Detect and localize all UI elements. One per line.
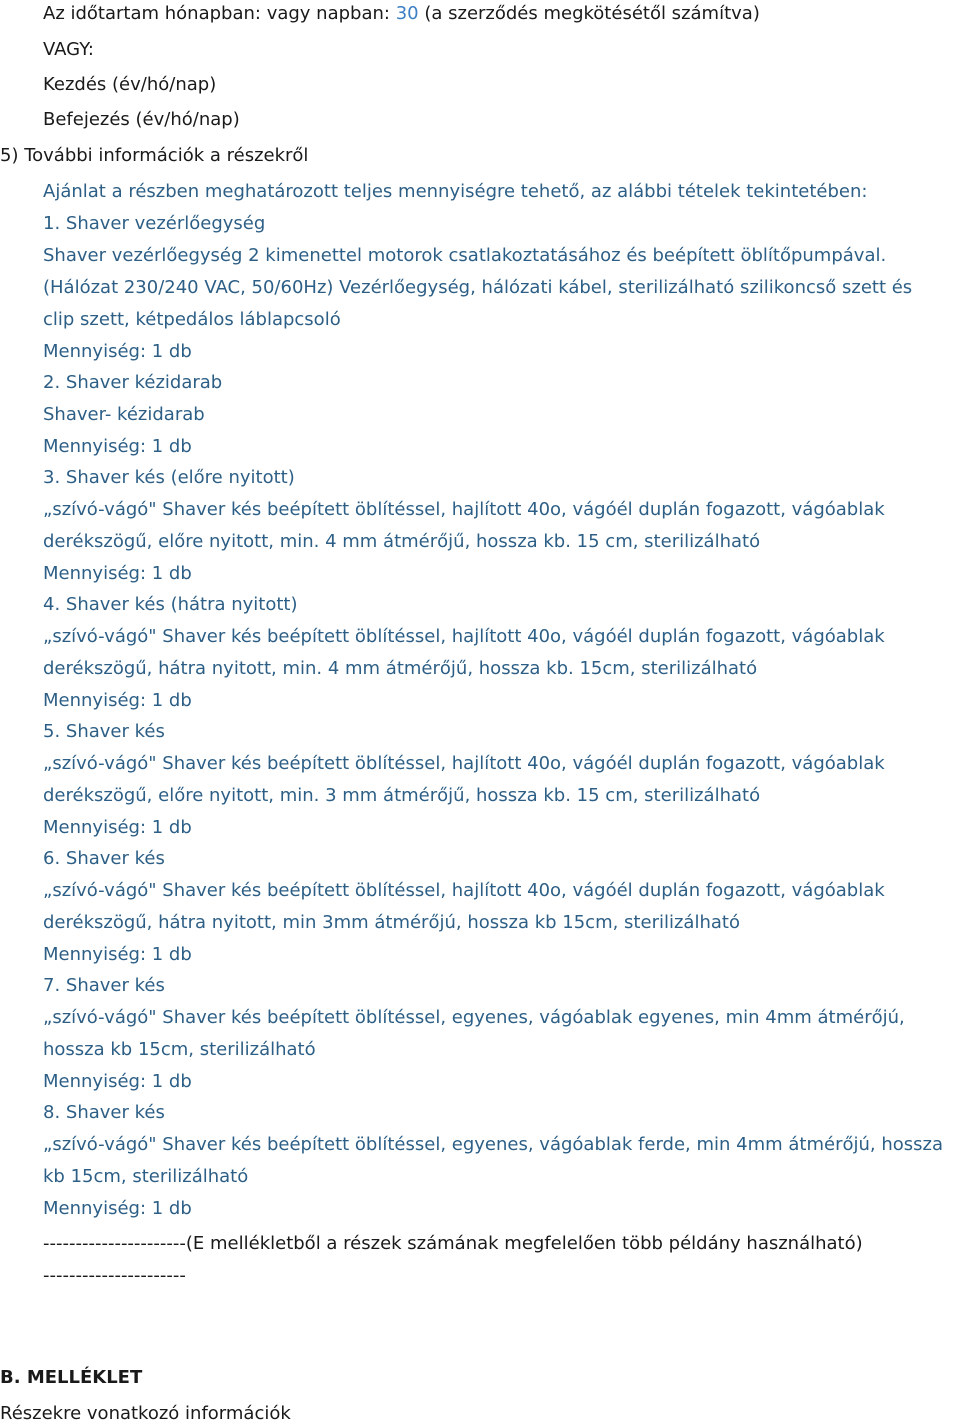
annex-title: B. MELLÉKLET (0, 1367, 143, 1388)
item7-title: 7. Shaver kés (43, 975, 165, 996)
item5-desc-line1: „szívó-vágó" Shaver kés beépített öblítéssel, hajlított 40o, vágóél duplán fogazott, vágóablak (43, 753, 885, 774)
annex-usage-note-line1: ----------------------(E mellékletből a részek számának megfelelően több példány használható) (43, 1233, 863, 1254)
item4-desc-line2: derékszögű, hátra nyitott, min. 4 mm átmérőjű, hossza kb. 15cm, sterilizálható (43, 658, 758, 679)
item8-quantity: Mennyiség: 1 db (43, 1198, 192, 1219)
item4-title: 4. Shaver kés (hátra nyitott) (43, 594, 298, 615)
item4-quantity: Mennyiség: 1 db (43, 690, 192, 711)
item2-quantity: Mennyiség: 1 db (43, 436, 192, 457)
item4-desc-line1: „szívó-vágó" Shaver kés beépített öblítéssel, hajlított 40o, vágóél duplán fogazott, vágóablak (43, 626, 885, 647)
item1-quantity: Mennyiség: 1 db (43, 341, 192, 362)
item7-desc-line1: „szívó-vágó" Shaver kés beépített öblítéssel, egyenes, vágóablak egyenes, min 4mm átmérőjú, (43, 1007, 905, 1028)
item8-desc-line1: „szívó-vágó" Shaver kés beépített öblítéssel, egyenes, vágóablak ferde, min 4mm átmérőjú, hossza (43, 1134, 944, 1155)
annex-subtitle: Részekre vonatkozó információk (0, 1403, 291, 1424)
item6-desc-line2: derékszögű, hátra nyitott, min 3mm átmérőjú, hossza kb 15cm, sterilizálható (43, 912, 740, 933)
item3-desc-line1: „szívó-vágó" Shaver kés beépített öblítéssel, hajlított 40o, vágóél duplán fogazott, vágóablak (43, 499, 885, 520)
item5-desc-line2: derékszögű, előre nyitott, min. 3 mm átmérőjű, hossza kb. 15 cm, sterilizálható (43, 785, 761, 806)
item1-desc-line3: clip szett, kétpedálos láblapcsoló (43, 309, 341, 330)
item8-desc-line2: kb 15cm, sterilizálható (43, 1166, 249, 1187)
item3-desc-line2: derékszögű, előre nyitott, min. 4 mm átmérőjű, hossza kb. 15 cm, sterilizálható (43, 531, 761, 552)
item8-title: 8. Shaver kés (43, 1102, 165, 1123)
end-date-label: Befejezés (év/hó/nap) (43, 109, 240, 130)
item3-title: 3. Shaver kés (előre nyitott) (43, 467, 295, 488)
item6-quantity: Mennyiség: 1 db (43, 944, 192, 965)
or-label: VAGY: (43, 39, 94, 60)
item7-quantity: Mennyiség: 1 db (43, 1071, 192, 1092)
section5-title: 5) További információk a részekről (0, 145, 309, 166)
duration-label: Az időtartam hónapban: vagy napban: (43, 3, 390, 24)
item7-desc-line2: hossza kb 15cm, sterilizálható (43, 1039, 316, 1060)
item2-desc-line1: Shaver- kézidarab (43, 404, 205, 425)
item6-title: 6. Shaver kés (43, 848, 165, 869)
item3-quantity: Mennyiség: 1 db (43, 563, 192, 584)
annex-usage-note-line2: ---------------------- (43, 1265, 186, 1286)
intro-text: Ajánlat a részben meghatározott teljes mennyiségre tehető, az alábbi tételek tekintetében: (43, 181, 868, 202)
item2-title: 2. Shaver kézidarab (43, 372, 223, 393)
item5-quantity: Mennyiség: 1 db (43, 817, 192, 838)
item5-title: 5. Shaver kés (43, 721, 165, 742)
start-date-label: Kezdés (év/hó/nap) (43, 74, 217, 95)
item1-desc-line1: Shaver vezérlőegység 2 kimenettel motorok csatlakoztatásához és beépített öblítőpumpával. (43, 245, 887, 266)
duration-line (43, 3, 760, 25)
item1-desc-line2: (Hálózat 230/240 VAC, 50/60Hz) Vezérlőegység, hálózati kábel, sterilizálható szilikoncső szett és (43, 277, 913, 298)
duration-value: 30 (395, 3, 419, 24)
duration-suffix: (a szerződés megkötésétől számítva) (424, 3, 760, 24)
item6-desc-line1: „szívó-vágó" Shaver kés beépített öblítéssel, hajlított 40o, vágóél duplán fogazott, vágóablak (43, 880, 885, 901)
item1-title: 1. Shaver vezérlőegység (43, 213, 266, 234)
